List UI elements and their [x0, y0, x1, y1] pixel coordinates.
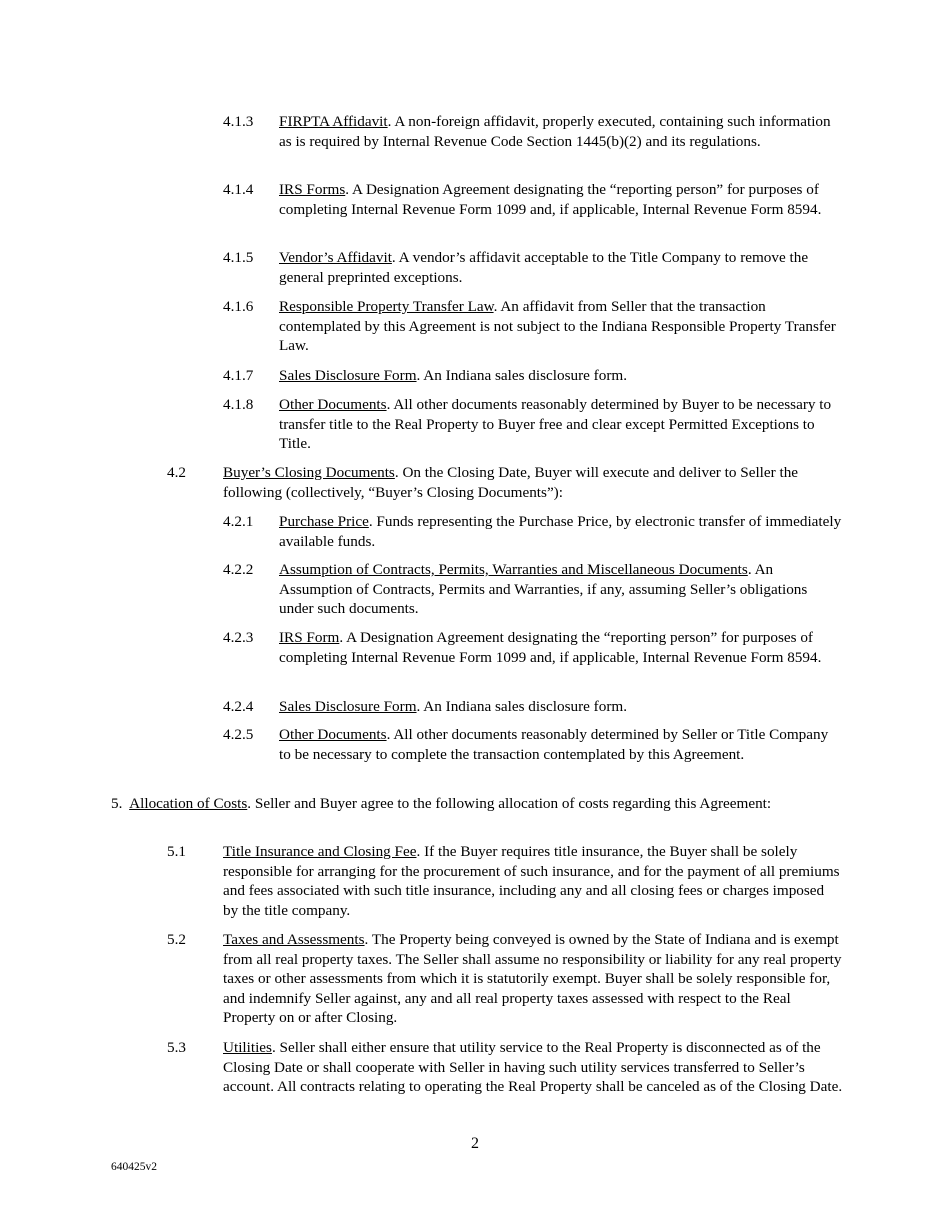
clause-number: 4.2.3 — [223, 629, 254, 646]
clause-5-1 — [167, 842, 843, 920]
clause-text: . The Property being conveyed is owned by the State of Indiana and is exempt from all real property taxes. The Seller shall assume no responsibility or liability for any real property taxes or other assessments from which it is statutorily exempt. Buyer shall be solely responsible for, and indemnify Seller against, any and all real property taxes assessed with respect to the Real Property on or after Closing. — [223, 931, 842, 1027]
clause-4-2-1 — [223, 512, 843, 551]
clause-title: Other Documents — [279, 726, 387, 743]
clause-title: Taxes and Assessments — [223, 931, 365, 948]
clause-number: 4.1.5 — [223, 249, 254, 266]
clause-text: . All other documents reasonably determined by Buyer to be necessary to transfer title to the Real Property to Buyer free and clear except Permitted Exceptions to Title. — [279, 396, 832, 453]
clause-number: 4.2.2 — [223, 561, 254, 578]
clause-4-1-8 — [223, 395, 843, 454]
clause-4-1-7 — [223, 366, 843, 386]
clause-number: 5.1 — [167, 843, 186, 860]
clause-title: Purchase Price — [279, 513, 369, 530]
section-5 — [111, 794, 843, 814]
section-title: Allocation of Costs — [129, 795, 248, 812]
clause-number: 4.1.6 — [223, 298, 254, 315]
clause-text: . An affidavit from Seller that the transaction contemplated by this Agreement is not subject to the Indiana Responsible Property Transfer Law. — [279, 298, 836, 355]
clause-4-2-4 — [223, 697, 843, 717]
clause-title: FIRPTA Affidavit — [279, 113, 388, 130]
clause-number: 4.1.4 — [223, 181, 254, 198]
clause-title: Responsible Property Transfer Law — [279, 298, 494, 315]
clause-number: 5.2 — [167, 931, 186, 948]
clause-5-3 — [167, 1038, 843, 1097]
clause-4-2-5 — [223, 725, 843, 764]
clause-text: . All other documents reasonably determined by Seller or Title Company to be necessary to complete the transaction contemplated by this Agreement. — [279, 726, 829, 763]
clause-number: 4.2 — [167, 464, 186, 481]
clause-text: . Funds representing the Purchase Price, by electronic transfer of immediately available funds. — [279, 513, 842, 550]
clause-title: Sales Disclosure Form — [279, 698, 417, 715]
clause-text: . An Indiana sales disclosure form. — [416, 367, 627, 384]
clause-text: . An Indiana sales disclosure form. — [416, 698, 627, 715]
clause-title: Other Documents — [279, 396, 387, 413]
page-number: 2 — [471, 1135, 479, 1152]
clause-4-2-2 — [223, 560, 843, 619]
clause-number: 5.3 — [167, 1039, 186, 1056]
clause-4-1-6 — [223, 297, 843, 356]
clause-text: . If the Buyer requires title insurance, the Buyer shall be solely responsible for arranging for the procurement of such insurance, and for the payment of all premiums and fees associated with such title insurance, including any and all closing fees or charges imposed by the title company. — [223, 843, 840, 919]
clause-4-2 — [167, 463, 843, 502]
clause-text: . An Assumption of Contracts, Permits and Warranties, if any, assuming Seller’s obligations under such documents. — [279, 561, 808, 618]
clause-4-1-3 — [223, 112, 843, 151]
clause-4-2-3 — [223, 628, 843, 667]
clause-number: 4.2.5 — [223, 726, 254, 743]
clause-title: Assumption of Contracts, Permits, Warranties and Miscellaneous Documents — [279, 561, 748, 578]
clause-number: 4.2.4 — [223, 698, 254, 715]
section-text: . Seller and Buyer agree to the following allocation of costs regarding this Agreement: — [247, 795, 772, 812]
section-number: 5. — [111, 795, 123, 812]
clause-title: Vendor’s Affidavit — [279, 249, 392, 266]
clause-title: Buyer’s Closing Documents — [223, 464, 395, 481]
clause-text: . A non-foreign affidavit, properly executed, containing such information as is required by Internal Revenue Code Section 1445(b)(2) and its regulations. — [279, 113, 831, 150]
clause-text: . On the Closing Date, Buyer will execute and deliver to Seller the following (collectively, “Buyer’s Closing Documents”): — [223, 464, 799, 501]
clause-number: 4.1.3 — [223, 113, 254, 130]
clause-text: . A Designation Agreement designating the “reporting person” for purposes of completing Internal Revenue Form 1099 and, if applicable, Internal Revenue Form 8594. — [279, 629, 822, 666]
clause-5-2 — [167, 930, 843, 1028]
clause-4-1-5 — [223, 248, 843, 287]
clause-4-1-4 — [223, 180, 843, 219]
clause-title: Title Insurance and Closing Fee — [223, 843, 417, 860]
clause-title: Sales Disclosure Form — [279, 367, 417, 384]
clause-text: . Seller shall either ensure that utility service to the Real Property is disconnected as of the Closing Date or shall cooperate with Seller in having such utility services transferred to Seller’s account. All contracts relating to operating the Real Property shall be canceled as of the Closing Date. — [223, 1039, 843, 1096]
clause-text: . A vendor’s affidavit acceptable to the Title Company to remove the general preprinted exceptions. — [279, 249, 809, 286]
clause-title: IRS Forms — [279, 181, 346, 198]
clause-number: 4.1.8 — [223, 396, 254, 413]
document-id: 640425v2 — [111, 1161, 157, 1173]
clause-text: . A Designation Agreement designating the “reporting person” for purposes of completing Internal Revenue Form 1099 and, if applicable, Internal Revenue Form 8594. — [279, 181, 822, 218]
clause-title: IRS Form — [279, 629, 340, 646]
clause-number: 4.1.7 — [223, 367, 254, 384]
clause-title: Utilities — [223, 1039, 272, 1056]
clause-number: 4.2.1 — [223, 513, 254, 530]
